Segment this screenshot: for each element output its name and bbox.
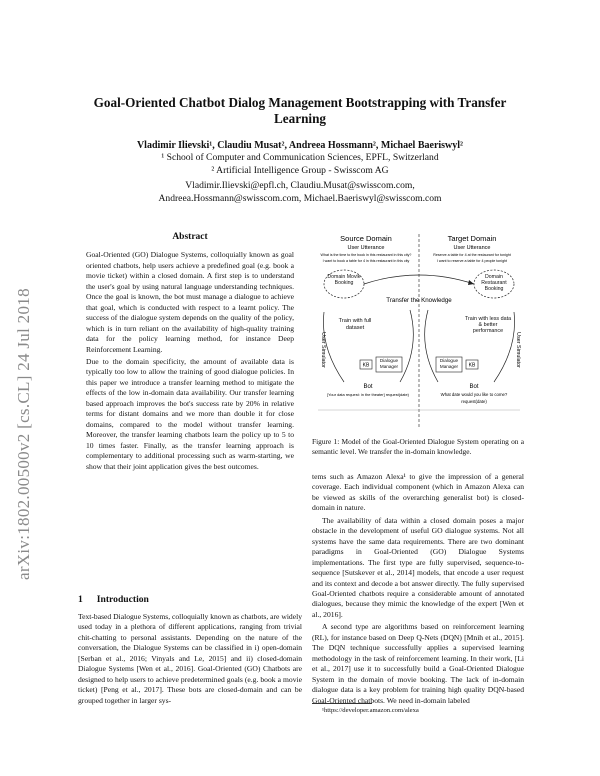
target-kb-label: KB: [468, 362, 476, 369]
source-user-simulator-label: User Simulator: [320, 332, 326, 368]
target-bot-label: Bot: [469, 384, 479, 390]
source-utterance-2: I want to book a table for 4 in this restaurant in this city: [322, 259, 410, 263]
train-less-data-label: Train with less data & better performance: [464, 316, 512, 335]
introduction-paragraph: Text-based Dialogue Systems, colloquially known as chatbots, are widely used today in a plethora of different applications, ranging from trivial chit-chatting to personal assistants. Depending on the nature of the conversation, the Dialogue Systems can be classified in i) open-domain [Serban et al., 2016; Vinyals and Le, 2015] and ii) closed-domain Dialogue Systems [Wen et al., 2016]. Goal-Oriented (GO) Chatbots are designed to help users to achieve predetermined goals (e.g. book a movie ticket) [Peng et al., 2017]. These bots are closed-domain and can be grouped together in larger sys-: [78, 612, 302, 705]
target-utterance-2: I want to reserve a table for 4 people tonight: [436, 259, 508, 263]
abstract-section: [78, 232, 302, 474]
train-full-dataset-label: Train with full dataset: [338, 318, 372, 331]
section-number: 1: [78, 594, 83, 605]
source-kb-label: KB: [362, 362, 370, 369]
right-paragraph-1: tems such as Amazon Alexa¹ to give the impression of a general coverage. Each individual component (which in Amazon Alexa can be viewed as skills of the overarching generalist bot) is closed-domain in nature.: [312, 472, 524, 513]
target-utterance-1: Reserve a table for 4 at the restaurant for tonight: [433, 253, 511, 257]
right-paragraph-3: A second type are algorithms based on reinforcement learning (RL), for instance based on Deep Q-Nets (DQN) [Mnih et al., 2015]. The DQN technique successfully applies a supervised learning methodology in the task of reinforcement learning. In their work, [Li et al., 2017] use it to successfully build a Goal-Oriented Dialogue System in the domain of movie booking. The lack of in-domain dialogue data is a key problem for training high quality DQN-based Goal-Oriented chatbots. We need in-domain labeled: [312, 622, 524, 705]
footnote-alexa-link[interactable]: ¹https://developer.amazon.com/alexa: [322, 707, 419, 714]
figure-1-caption: Figure 1: Model of the Goal-Oriented Dialogue System operating on a semantic level. We transfer the in-domain knowledge.: [312, 437, 524, 456]
target-domain-label: Target Domain: [447, 234, 497, 243]
footnote-rule: [312, 703, 372, 704]
emails-line-1: Vladimir.Ilievski@epfl.ch, Claudiu.Musat@swisscom.com,: [185, 180, 415, 191]
title-line-2: Learning: [273, 111, 327, 126]
target-bot-action: request(date): [461, 399, 487, 404]
source-utterance-1: What is the time to the book in this restaurant in this city?: [320, 253, 412, 257]
arxiv-stamp: arXiv:1802.00500v2 [cs.CL] 24 Jul 2018: [14, 288, 33, 580]
affiliation-2: ² Artificial Intelligence Group - Swisscom AG: [211, 165, 389, 176]
paper-title: [60, 95, 540, 127]
source-domain-label: Source Domain: [340, 234, 392, 243]
authors: Vladimir Ilievski¹, Claudiu Musat², Andreea Hossmann², Michael Baeriswyl²: [136, 140, 464, 151]
source-knowledge-label: Domain Movie Booking: [327, 274, 361, 286]
section-title: Introduction: [96, 594, 149, 605]
target-knowledge-label: Domain Restaurant Booking: [481, 274, 507, 292]
figure-1: [314, 232, 524, 430]
abstract-heading: Abstract: [172, 232, 208, 242]
abstract-paragraph-2: Due to the domain specificity, the amount of available data is typically too low to allow the training of good dialogue policies. In this paper we introduce a transfer learning method to mitigate the effects of the low in-domain data availability. Our transfer learning based approach improves the bot's success rate by 20% in relative terms for distant domains and we more than double it for close domains, compared to the model without transfer learning. Moreover, the transfer learning chatbots learn the policy up to 5 to 10 times faster. Finally, as the transfer learning approach is complementary to additional processing such as warm-starting, we show that their joint application gives the best outcomes.: [86, 356, 294, 471]
section-heading-introduction: [78, 594, 163, 605]
target-user-simulator-label: User Simulator: [515, 332, 521, 368]
right-column-body: [312, 472, 524, 708]
title-line-1: Goal-Oriented Chatbot Dialog Management Bootstrapping with Transfer: [93, 95, 507, 110]
target-dialogue-manager-label: Dialogue Manager: [439, 358, 459, 369]
transfer-label: Transfer the Knowledge: [386, 297, 452, 304]
affiliation-1: ¹ School of Computer and Communication Sciences, EPFL, Switzerland: [161, 152, 439, 163]
transfer-arrowhead: [468, 280, 474, 285]
source-dialogue-manager-label: Dialogue Manager: [379, 358, 399, 369]
emails-line-2: Andreea.Hossmann@swisscom.com, Michael.Baeriswyl@swisscom.com: [158, 193, 442, 204]
source-bot-utterance: [Your data request: in the theater] request(date): [327, 392, 409, 397]
right-paragraph-2: The availability of data within a closed domain poses a major obstacle in the development of useful GO dialogue systems. Not all systems have the same data requirements. There are two dominant paradigms in Goal-Oriented (GO) Dialogue Systems implementations. The first type are fully supervised, sequence-to-sequence [Sutskever et al., 2014] models, that encode a user request and its context and decode a bot answer directly. The fully supervised Goal-Oriented chatbots require a considerable amount of annotated dialogues, because they mimic the knowledge of the expert [Wen et al., 2016].: [312, 515, 524, 619]
source-bot-label: Bot: [363, 384, 373, 390]
abstract-paragraph-1: Goal-Oriented (GO) Dialogue Systems, colloquially known as goal oriented chatbots, help users achieve a predefined goal (e.g. book a movie ticket) within a closed domain. A first step is to understand the user's goal by using natural language understanding techniques. Once the goal is known, the bot must manage a dialogue to achieve that goal, which is conducted with respect to a learnt policy. The success of the dialogue system depends on the quality of the policy, which is in turn reliant on the availability of high-quality training data for the policy learning method, for instance Deep Reinforcement Learning.: [86, 250, 294, 354]
figure-1-diagram: [314, 232, 524, 430]
target-user-utterance-label: User Utterance: [453, 245, 491, 251]
source-user-utterance-label: User Utterance: [347, 245, 385, 251]
target-bot-utterance: What date would you like to come?: [440, 392, 508, 397]
